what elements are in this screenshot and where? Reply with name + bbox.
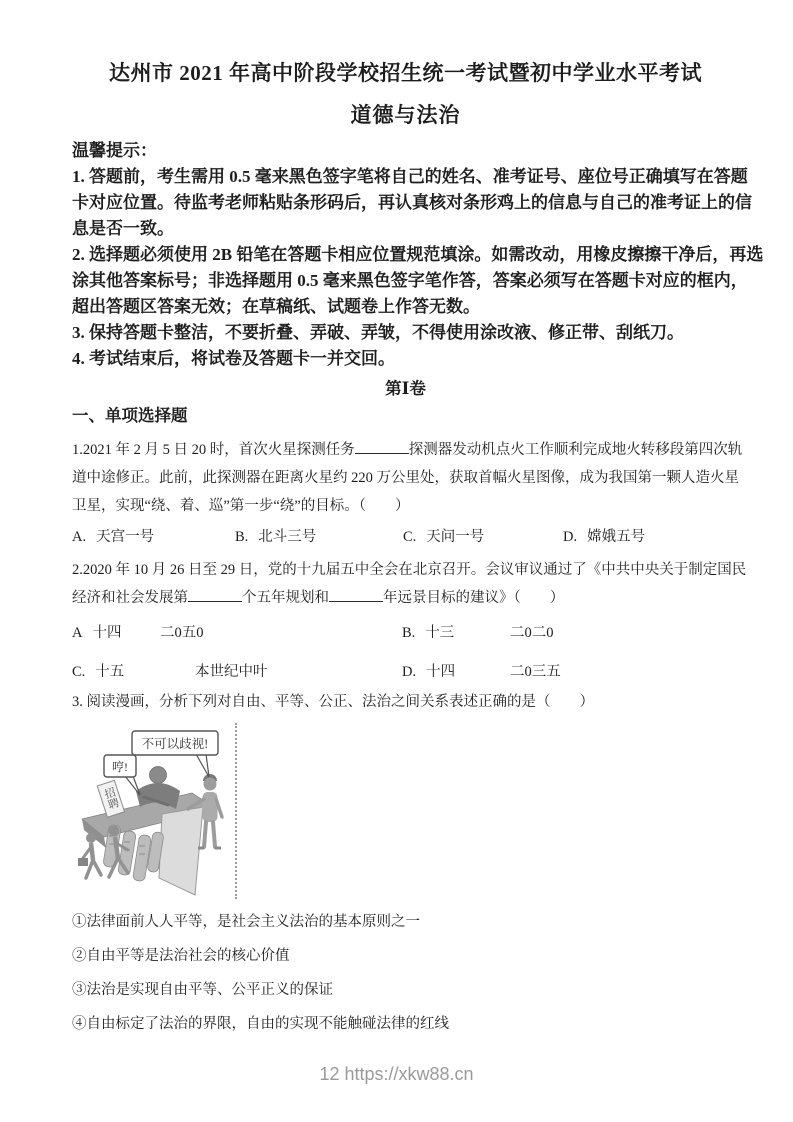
question-2-options-row-2 xyxy=(72,661,739,683)
q1-option-a xyxy=(72,524,235,550)
q2-option-b xyxy=(402,622,510,644)
option-label: C. xyxy=(72,664,86,680)
fill-in-blank xyxy=(188,587,242,602)
fold-dotted-line xyxy=(235,723,237,899)
tips-heading: 温馨提示： xyxy=(72,141,157,160)
option-text: 嫦娥五号 xyxy=(587,529,646,545)
tip-line: 1. 答题前，考生需用 0.5 毫来黑色签字笔将自己的姓名、准考证号、座位号正确填写在答题 xyxy=(72,167,748,186)
q2-option-a-value: 二0五0 xyxy=(160,625,204,641)
question-2 xyxy=(72,556,747,683)
speech-bubble-text: 不可以歧视! xyxy=(141,737,209,751)
speech-bubble-text: 哼! xyxy=(112,760,128,774)
question-2-options-row-1 xyxy=(72,622,739,644)
option-label: B. xyxy=(235,529,249,545)
option-text: 十五 xyxy=(95,664,125,680)
page-subtitle: 道德与法治 xyxy=(350,103,461,127)
option-text: 十三 xyxy=(425,625,455,641)
briefcase xyxy=(78,858,88,866)
recruitment-desk-cartoon xyxy=(76,717,241,907)
speech-bubble-no-discrimination xyxy=(132,731,218,777)
question-2-line-1: 2.2020 年 10 月 26 日至 29 日，党的十九届五中全会在北京召开。会议审议通过了《中共中央关于制定国民 xyxy=(72,562,747,578)
part-one-label: 第Ⅰ卷 xyxy=(385,379,426,398)
q1-option-c xyxy=(403,524,563,550)
option-text: 天问一号 xyxy=(426,529,485,545)
option-label: B. xyxy=(402,625,416,641)
option-text: 十四 xyxy=(92,625,122,641)
tip-line: 涂其他答案标号；非选择题用 0.5 毫来黑色签字笔作答，答案必须写在答题卡对应的框内， xyxy=(72,271,748,290)
statement-2: ②自由平等是法治社会的核心价值 xyxy=(72,948,290,964)
option-label: A xyxy=(72,625,83,641)
question-1-text: 1.2021 年 2 月 5 日 20 时，首次火星探测任务 xyxy=(72,442,355,458)
tip-line: 4. 考试结束后，将试卷及答题卡一并交回。 xyxy=(72,349,395,368)
section-heading-single-choice: 一、单项选择题 xyxy=(72,406,188,425)
fill-in-blank xyxy=(329,587,383,602)
q1-option-d xyxy=(563,524,739,550)
statement-1: ①法律面前人人平等，是社会主义法治的基本原则之一 xyxy=(72,914,420,930)
question-1-line-3: 卫星，实现“绕、着、巡”第一步“绕”的目标。（ ） xyxy=(72,498,410,514)
tip-line: 3. 保持答题卡整洁，不要折叠、弄破、弄皱，不得使用涂改液、修正带、刮纸刀。 xyxy=(72,323,684,342)
recruitment-sign-text: 招聘 xyxy=(101,786,120,811)
option-text: 十四 xyxy=(426,664,456,680)
question-1 xyxy=(72,436,743,550)
question-1-line-1 xyxy=(72,436,743,464)
option-text: 北斗三号 xyxy=(258,529,317,545)
question-2-text: 经济和社会发展第 xyxy=(72,590,188,606)
page-footer-watermark: 12 https://xkw88.cn xyxy=(319,1064,474,1084)
question-2-line-2 xyxy=(72,584,739,612)
recruitment-sign xyxy=(97,780,124,817)
q2-option-c xyxy=(72,661,195,683)
tip-line: 卡对应位置。待监考老师粘贴条形码后，再认真核对条形鸡上的信息与自己的准考证上的信 xyxy=(72,193,752,212)
exam-tips xyxy=(72,138,764,372)
tip-line: 2. 选择题必须使用 2B 铅笔在答题卡相应位置规范填涂。如需改动，用橡皮擦擦干净后，再选 xyxy=(72,245,764,264)
question-2-text: 年远景目标的建议》（ ） xyxy=(383,590,565,606)
option-label: C. xyxy=(403,529,417,545)
option-label: A. xyxy=(72,529,87,545)
tip-line: 息是否一致。 xyxy=(72,219,174,238)
q2-option-d xyxy=(402,661,510,683)
option-label: D. xyxy=(402,664,417,680)
option-label: D. xyxy=(563,529,578,545)
tip-line: 超出答题区答案无效；在草稿纸、试题卷上作答无数。 xyxy=(72,297,480,316)
q2-option-c-value: 本世纪中叶 xyxy=(195,664,268,680)
question-1-text: 探测器发动机点火工作顺利完成地火转移段第四次轨 xyxy=(408,442,743,458)
q2-option-a xyxy=(72,622,160,644)
question-1-line-2: 道中途修正。此前，此探测器在距离火星约 220 万公里处，获取首幅火星图像，成为我国第一颗人造火星 xyxy=(72,470,739,486)
statement-4: ④自由标定了法治的界限，自由的实现不能触碰法律的红线 xyxy=(72,1016,449,1032)
q2-option-b-value: 二0二0 xyxy=(510,625,554,641)
recruiter-figure xyxy=(136,767,180,810)
page-title: 达州市 2021 年高中阶段学校招生统一考试暨初中学业水平考试 xyxy=(109,61,702,85)
question-1-options xyxy=(72,524,739,550)
statement-3: ③法治是实现自由平等、公平正义的保证 xyxy=(72,982,333,998)
question-3-text: 3. 阅读漫画，分析下列对自由、平等、公正、法治之间关系表述正确的是（ ） xyxy=(72,694,594,710)
question-3-statements xyxy=(72,905,739,1041)
q1-option-b xyxy=(235,524,403,550)
option-text: 天宫一号 xyxy=(96,529,155,545)
fill-in-blank xyxy=(355,439,409,454)
question-3-comic xyxy=(72,715,739,903)
q2-option-d-value: 二0三五 xyxy=(510,664,561,680)
question-2-text: 个五年规划和 xyxy=(242,590,329,606)
